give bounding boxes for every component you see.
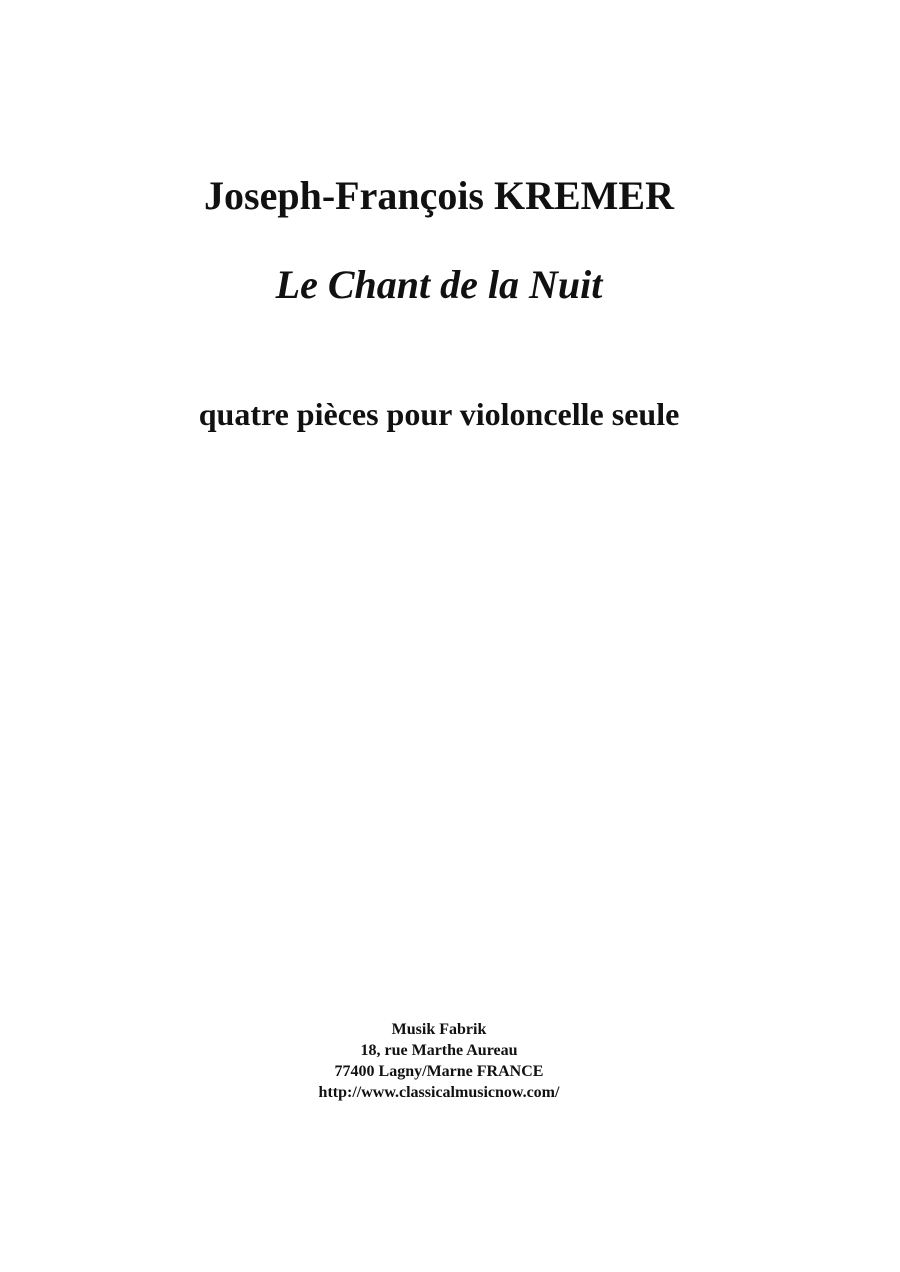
work-subtitle: quatre pièces pour violoncelle seule: [198, 396, 680, 432]
work-title: Le Chant de la Nuit: [275, 262, 603, 307]
publisher-url: http://www.classicalmusicnow.com/: [318, 1084, 560, 1101]
composer-name: Joseph-François KREMER: [204, 173, 674, 218]
publisher-name: Musik Fabrik: [391, 1021, 487, 1038]
publisher-street: 18, rue Marthe Aureau: [360, 1042, 518, 1059]
publisher-city: 77400 Lagny/Marne FRANCE: [334, 1063, 544, 1080]
publisher-block: [0, 1019, 878, 1103]
